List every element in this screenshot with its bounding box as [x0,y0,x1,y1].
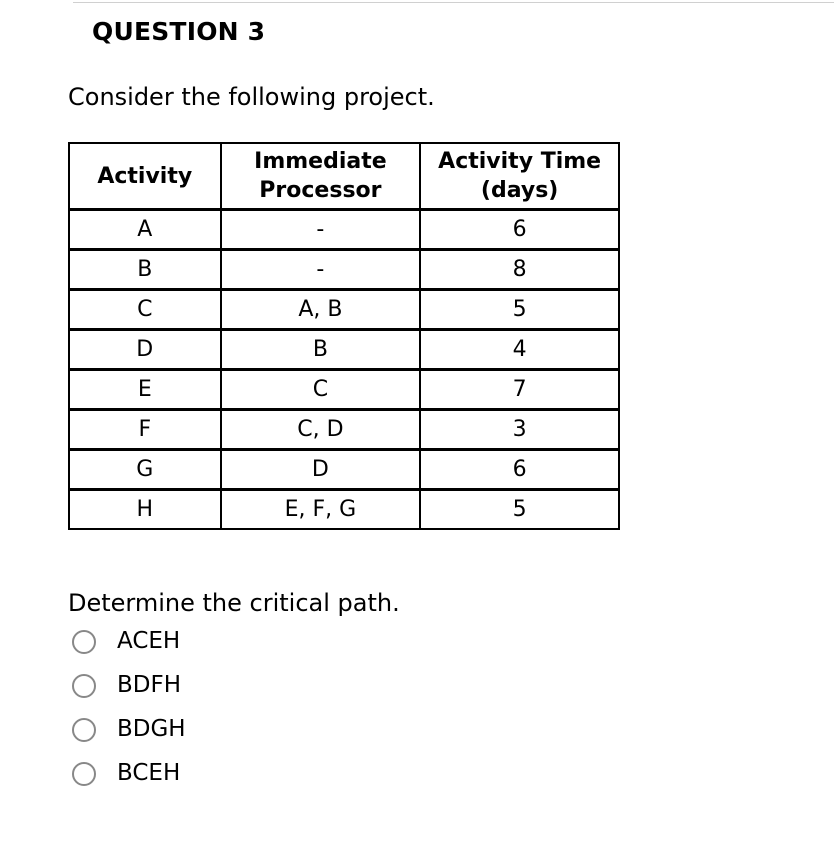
cell-processor: C, D [221,410,421,450]
cell-processor: B [221,330,421,370]
table-row [69,330,619,370]
radio-button-aceh[interactable] [72,630,96,654]
cell-activity: D [69,330,221,370]
table-header-row [69,143,619,210]
cell-processor: E, F, G [221,490,421,530]
cell-activity: C [69,290,221,330]
table-row [69,290,619,330]
radio-button-bdgh[interactable] [72,718,96,742]
option-aceh[interactable] [72,624,292,668]
cell-activity: A [69,210,221,250]
table-row [69,410,619,450]
project-table [68,142,620,530]
question-prompt: Determine the critical path. [68,589,400,617]
cell-time: 3 [420,410,619,450]
cell-activity: E [69,370,221,410]
cell-time: 4 [420,330,619,370]
table-row [69,490,619,530]
option-bdgh[interactable] [72,712,292,756]
header-immediate-processor: Immediate Processor [221,143,421,210]
cell-activity: G [69,450,221,490]
question-intro: Consider the following project. [68,83,435,111]
cell-time: 7 [420,370,619,410]
answer-options [72,624,292,800]
cell-activity: F [69,410,221,450]
option-label[interactable]: BDFH [117,672,182,698]
option-label[interactable]: ACEH [117,628,181,654]
option-bdfh[interactable] [72,668,292,712]
cell-processor: - [221,210,421,250]
option-label[interactable]: BCEH [117,760,181,786]
cell-activity: B [69,250,221,290]
table-row [69,450,619,490]
top-divider [73,2,834,3]
table-row [69,370,619,410]
cell-time: 6 [420,210,619,250]
cell-time: 5 [420,290,619,330]
cell-processor: D [221,450,421,490]
option-bceh[interactable] [72,756,292,800]
cell-processor: C [221,370,421,410]
cell-activity: H [69,490,221,530]
table-row [69,250,619,290]
cell-time: 8 [420,250,619,290]
cell-time: 5 [420,490,619,530]
cell-processor: A, B [221,290,421,330]
option-label[interactable]: BDGH [117,716,186,742]
header-activity: Activity [69,143,221,210]
radio-button-bceh[interactable] [72,762,96,786]
question-title: QUESTION 3 [92,17,266,46]
table-row [69,210,619,250]
radio-button-bdfh[interactable] [72,674,96,698]
cell-processor: - [221,250,421,290]
cell-time: 6 [420,450,619,490]
header-activity-time: Activity Time (days) [420,143,619,210]
